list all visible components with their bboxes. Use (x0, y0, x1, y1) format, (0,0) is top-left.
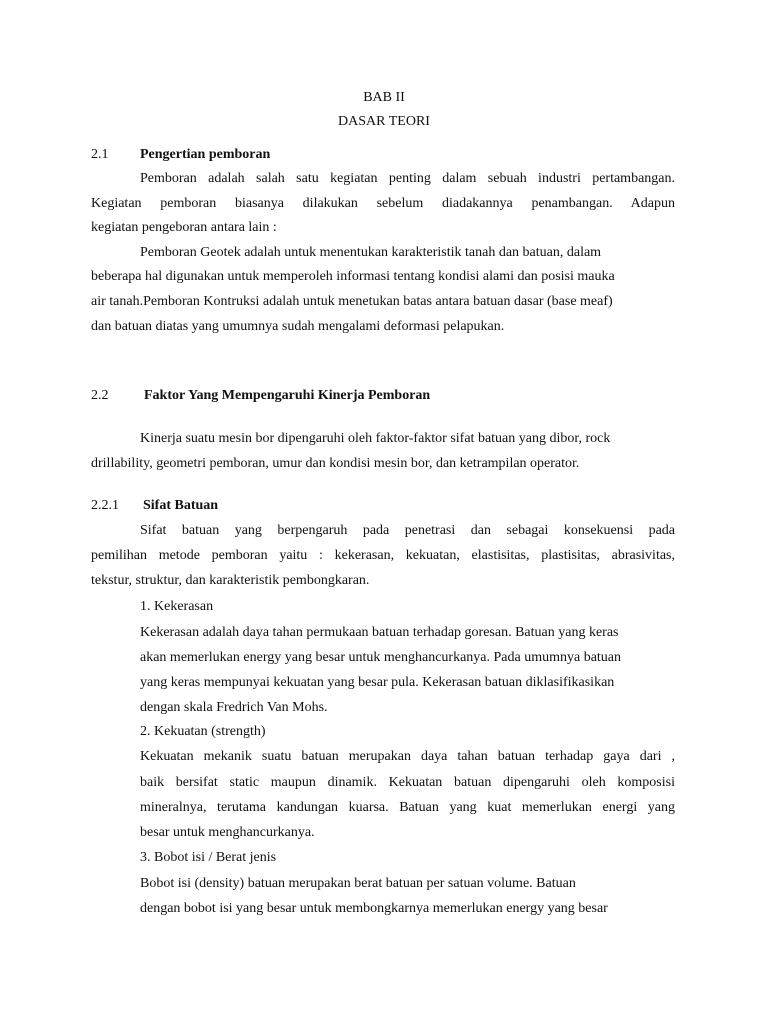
list-item-line: dengan skala Fredrich Van Mohs. (140, 700, 328, 715)
paragraph-line: beberapa hal digunakan untuk memperoleh informasi tentang kondisi alami dan posisi mauka (91, 269, 615, 284)
paragraph-line: Kinerja suatu mesin bor dipengaruhi oleh faktor-faktor sifat batuan yang dibor, rock (140, 431, 611, 446)
list-item-title: 1. Kekerasan (140, 599, 214, 614)
chapter-number: BAB II (363, 90, 405, 105)
paragraph-line: dan batuan diatas yang umumnya sudah mengalami deformasi pelapukan. (91, 319, 505, 334)
list-item-line: Bobot isi (density) batuan merupakan berat batuan per satuan volume. Batuan (140, 876, 576, 891)
section-heading-2-2: Faktor Yang Mempengaruhi Kinerja Pemboran (144, 388, 431, 403)
paragraph-line: drillability, geometri pemboran, umur dan kondisi mesin bor, dan ketrampilan operator. (91, 456, 580, 471)
list-item-line: akan memerlukan energy yang besar untuk menghancurkanya. Pada umumnya batuan (140, 650, 622, 665)
list-item-line: Kekuatan mekanik suatu batuan merupakan daya tahan batuan terhadap gaya dari , (140, 749, 675, 764)
section-number-2-2: 2.2 (91, 388, 109, 403)
paragraph-line: kegiatan pengeboran antara lain : (91, 220, 277, 235)
paragraph-line: Kegiatan pemboran biasanya dilakukan sebelum diadakannya penambangan. Adapun (91, 196, 675, 211)
section-heading-2-2-1: Sifat Batuan (143, 498, 219, 513)
paragraph-line: Sifat batuan yang berpengaruh pada penetrasi dan sebagai konsekuensi pada (140, 523, 675, 538)
list-item-line: besar untuk menghancurkanya. (140, 825, 315, 840)
paragraph-line: Pemboran adalah salah satu kegiatan penting dalam sebuah industri pertambangan. (140, 171, 675, 186)
paragraph-line: Pemboran Geotek adalah untuk menentukan karakteristik tanah dan batuan, dalam (140, 245, 602, 260)
list-item-title: 2. Kekuatan (strength) (140, 724, 266, 739)
section-heading-2-1: Pengertian pemboran (140, 147, 271, 162)
list-item-line: mineralnya, terutama kandungan kuarsa. Batuan yang kuat memerlukan energi yang (140, 800, 675, 815)
chapter-title: DASAR TEORI (338, 114, 430, 129)
list-item-title: 3. Bobot isi / Berat jenis (140, 850, 277, 865)
list-item-line: Kekerasan adalah daya tahan permukaan batuan terhadap goresan. Batuan yang keras (140, 625, 619, 640)
list-item-line: dengan bobot isi yang besar untuk membongkarnya memerlukan energy yang besar (140, 901, 608, 916)
paragraph-line: pemilihan metode pemboran yaitu : kekerasan, kekuatan, elastisitas, plastisitas, abrasivitas, (91, 548, 675, 563)
list-item-line: yang keras mempunyai kekuatan yang besar pula. Kekerasan batuan diklasifikasikan (140, 675, 615, 690)
list-item-line: baik bersifat static maupun dinamik. Kekuatan batuan dipengaruhi oleh komposisi (140, 775, 675, 790)
section-number-2-2-1: 2.2.1 (91, 498, 119, 513)
section-number-2-1: 2.1 (91, 147, 109, 162)
paragraph-line: tekstur, struktur, dan karakteristik pembongkaran. (91, 573, 370, 588)
paragraph-line: air tanah.Pemboran Kontruksi adalah untuk menetukan batas antara batuan dasar (base meaf) (91, 294, 613, 309)
